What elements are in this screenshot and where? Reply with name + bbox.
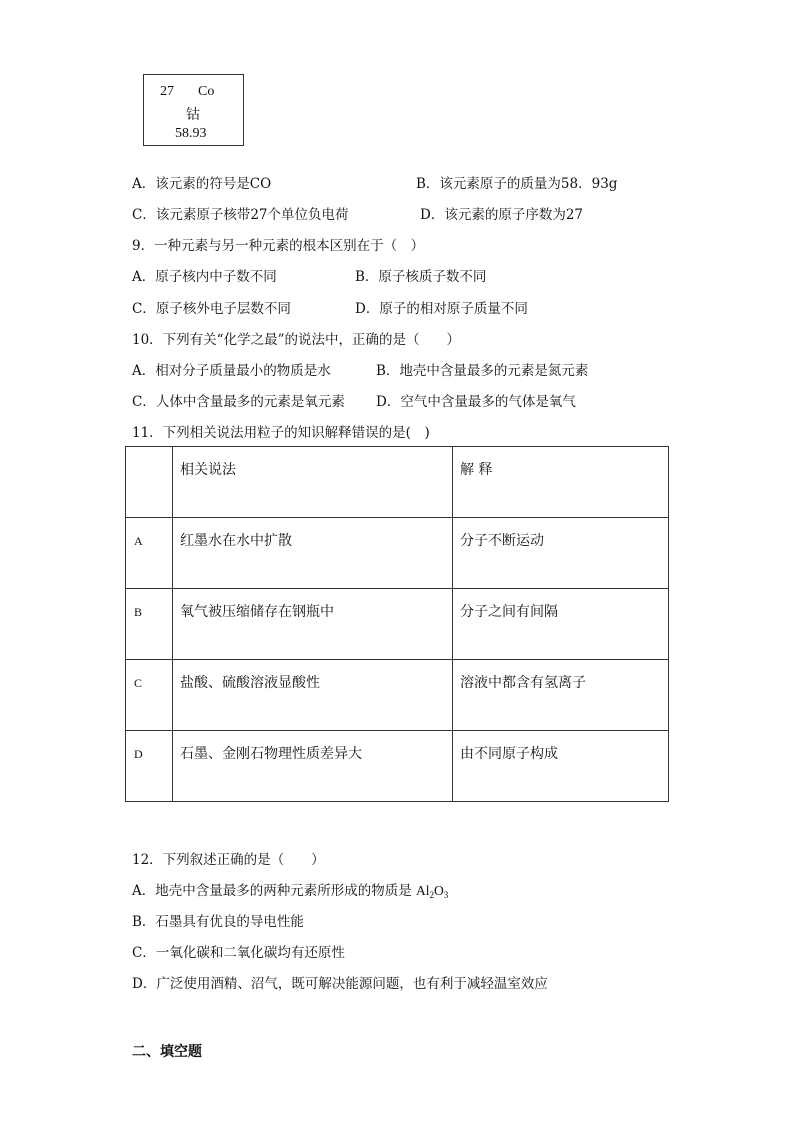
- formula-subscript: 2: [429, 890, 435, 900]
- formula-subscript: 3: [443, 890, 449, 900]
- q12-option-c: C．一氧化碳和二氧化碳均有还原性: [132, 945, 345, 961]
- row-statement: 盐酸、硫酸溶液显酸性: [173, 660, 453, 731]
- row-statement: 红墨水在水中扩散: [173, 518, 453, 589]
- table-header-option: [126, 447, 173, 518]
- q10-stem: 10．下列有关“化学之最”的说法中，正确的是（ ）: [132, 332, 460, 348]
- q9-option-b: B．原子核质子数不同: [355, 269, 487, 285]
- chemical-formula: [416, 883, 448, 898]
- q8-option-a: A．该元素的符号是CO: [132, 176, 272, 192]
- table-row: [126, 518, 669, 589]
- row-option: D: [126, 731, 173, 802]
- row-explanation: 分子之间有间隔: [453, 589, 669, 660]
- atomic-number: 27: [160, 84, 174, 99]
- q9-option-a: A．原子核内中子数不同: [132, 269, 277, 285]
- q11-table: [125, 446, 669, 802]
- q10-option-a: A．相对分子质量最小的物质是水: [132, 363, 331, 379]
- q8-option-b: B．该元素原子的质量为58．93g: [416, 176, 618, 192]
- q9-stem: 9．一种元素与另一种元素的根本区别在于（ ）: [132, 238, 425, 254]
- q10-option-b: B．地壳中含量最多的元素是氮元素: [376, 363, 589, 379]
- formula-element: O: [434, 883, 444, 898]
- element-card: [143, 74, 244, 146]
- q9-option-c: C．原子核外电子层数不同: [132, 301, 291, 317]
- q11-stem: 11．下列相关说法用粒子的知识解释错误的是( ): [132, 425, 430, 441]
- row-explanation: 分子不断运动: [453, 518, 669, 589]
- q10-option-d: D．空气中含量最多的气体是氧气: [376, 394, 576, 410]
- q8-option-c: C．该元素原子核带27个单位负电荷: [132, 207, 349, 223]
- atomic-mass: 58.93: [175, 126, 207, 141]
- table-row: [126, 731, 669, 802]
- row-option: A: [126, 518, 173, 589]
- formula-element: Al: [416, 883, 430, 898]
- q12-option-a-text: A．地壳中含量最多的两种元素所形成的物质是: [132, 883, 417, 899]
- table-header-explanation: 解 释: [453, 447, 669, 518]
- row-option: B: [126, 589, 173, 660]
- section-title: 二、填空题: [132, 1044, 202, 1060]
- q10-option-c: C．人体中含量最多的元素是氧元素: [132, 394, 345, 410]
- row-statement: 石墨、金刚石物理性质差异大: [173, 731, 453, 802]
- table-row: [126, 589, 669, 660]
- row-statement: 氧气被压缩储存在钢瓶中: [173, 589, 453, 660]
- element-symbol: Co: [198, 84, 215, 99]
- row-option: C: [126, 660, 173, 731]
- q12-option-a: [132, 879, 448, 900]
- table-header-statement: 相关说法: [173, 447, 453, 518]
- row-explanation: 溶液中都含有氢离子: [453, 660, 669, 731]
- q12-option-b: B．石墨具有优良的导电性能: [132, 914, 304, 930]
- q12-stem: 12．下列叙述正确的是（ ）: [132, 852, 325, 868]
- element-name: 钴: [186, 107, 200, 123]
- table-header-row: [126, 447, 669, 518]
- table-row: [126, 660, 669, 731]
- q8-option-d: D．该元素的原子序数为27: [420, 207, 584, 223]
- q12-option-d: D．广泛使用酒精、沼气，既可解决能源问题，也有利于减轻温室效应: [132, 976, 548, 992]
- row-explanation: 由不同原子构成: [453, 731, 669, 802]
- q9-option-d: D．原子的相对原子质量不同: [355, 301, 528, 317]
